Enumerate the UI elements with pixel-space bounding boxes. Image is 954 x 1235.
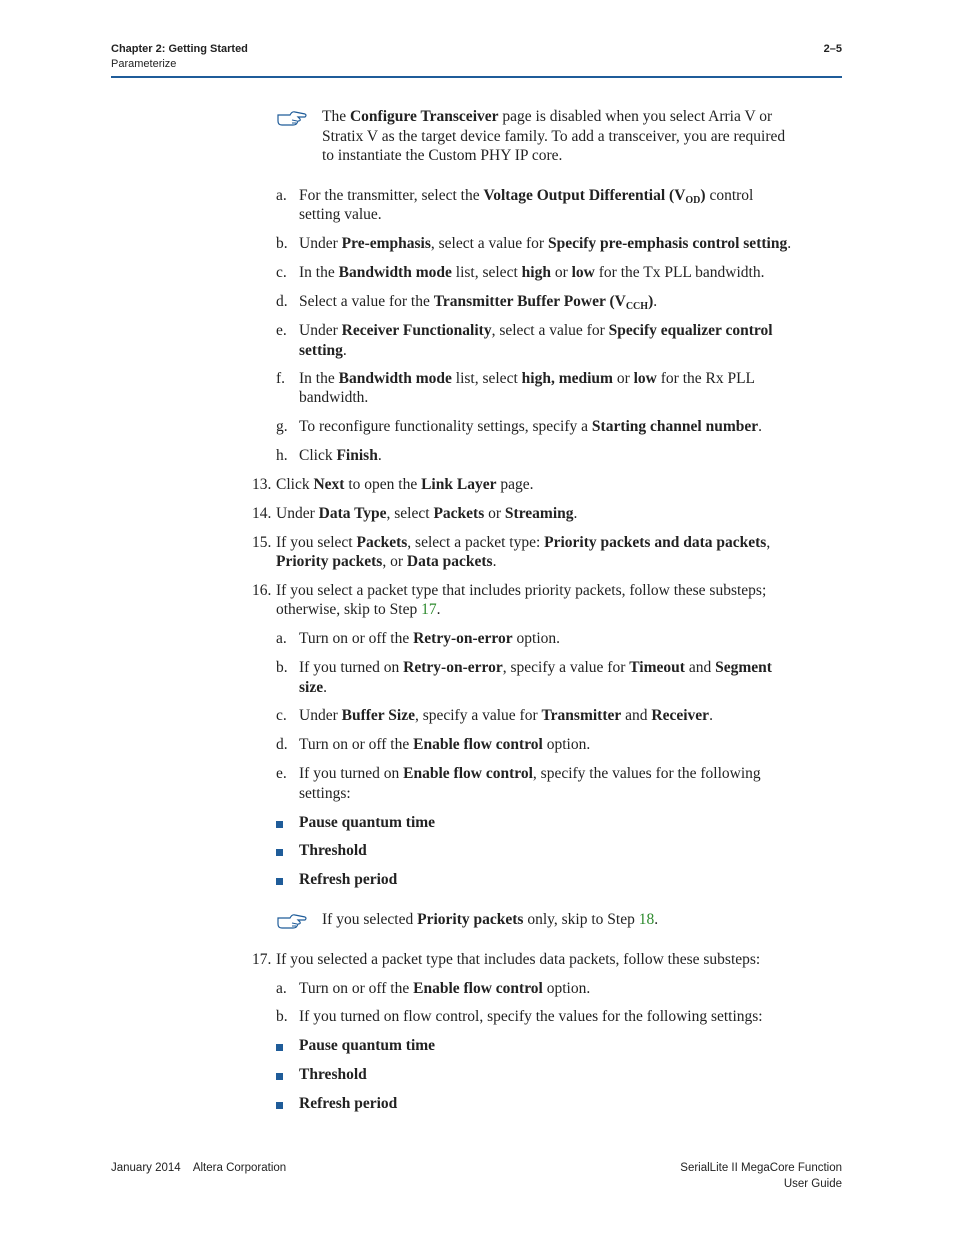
bullet-square-icon: [276, 1073, 283, 1080]
note-line-3: to instantiate the Custom PHY IP core.: [322, 147, 563, 164]
step-18-link[interactable]: 18: [638, 911, 655, 928]
bullet-square-icon: [276, 849, 283, 856]
footer-date-company: January 2014 Altera Corporation: [111, 1162, 287, 1174]
step-17-link[interactable]: 17: [421, 601, 437, 618]
bullet-square-icon: [276, 1044, 283, 1051]
page-number: 2–5: [823, 43, 842, 55]
chapter-title: Chapter 2: Getting Started: [111, 43, 248, 55]
note-line-1: The Configure Transceiver page is disabled when you select Arria V or: [322, 108, 773, 125]
section-title: Parameterize: [111, 58, 177, 70]
pointing-hand-icon: [276, 912, 308, 930]
pointing-hand-icon: [276, 109, 308, 127]
footer-doc-title: SerialLite II MegaCore Function User Guide: [680, 1162, 842, 1190]
bullet-square-icon: [276, 878, 283, 885]
header-rule: [111, 76, 842, 78]
note-line-2: Stratix V as the target device family. To add a transceiver, you are required: [322, 128, 786, 145]
bullet-square-icon: [276, 821, 283, 828]
bullet-square-icon: [276, 1102, 283, 1109]
